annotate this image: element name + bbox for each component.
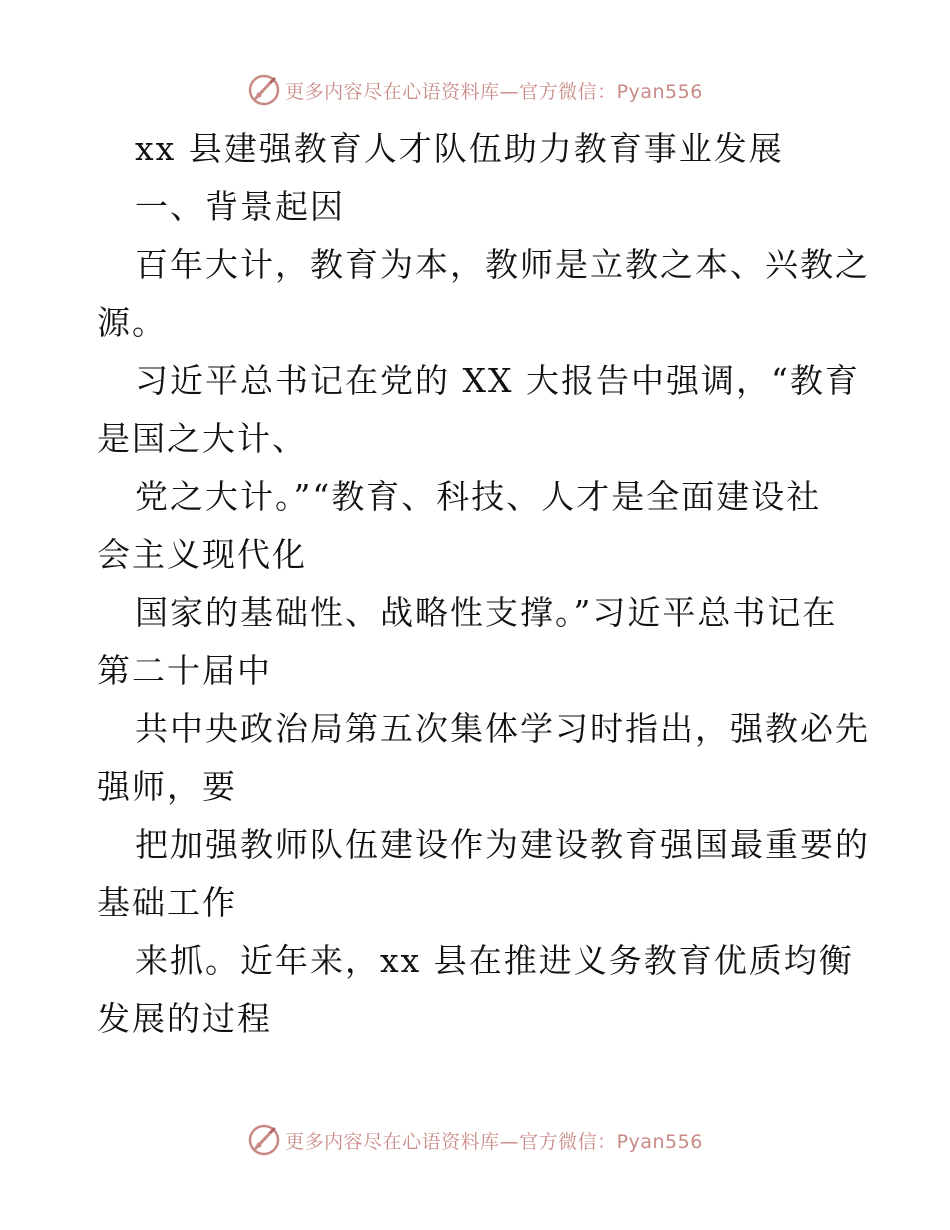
watermark-text: 更多内容尽在心语资料库—官方微信：Pyan556	[285, 1130, 703, 1153]
footer-watermark	[0, 1120, 950, 1160]
paragraph-line: 百年大计，教育为本，教师是立教之本、兴教之	[135, 245, 870, 284]
paragraph-line: 发展的过程	[97, 999, 272, 1038]
quill-logo-icon	[247, 73, 281, 107]
watermark-text: 更多内容尽在心语资料库—官方微信：Pyan556	[285, 80, 703, 103]
paragraph-line: 强师，要	[97, 767, 237, 806]
paragraph-line: 国家的基础性、战略性支撑。”习近平总书记在	[135, 593, 838, 632]
document-body	[97, 120, 870, 1048]
paragraph-line: 党之大计。”“教育、科技、人才是全面建设社	[135, 477, 822, 516]
paragraph-line: 是国之大计、	[97, 419, 307, 458]
paragraph-line: 基础工作	[97, 883, 237, 922]
paragraph-line: 源。	[97, 303, 167, 342]
paragraph-line: 来抓。近年来，xx 县在推进义务教育优质均衡	[135, 941, 854, 980]
quill-logo-icon	[247, 1123, 281, 1157]
paragraph-line: 把加强教师队伍建设作为建设教育强国最重要的	[135, 825, 870, 864]
paragraph-line: 共中央政治局第五次集体学习时指出，强教必先	[135, 709, 870, 748]
paragraph-line: 第二十届中	[97, 651, 272, 690]
header-watermark	[0, 70, 950, 110]
section-heading: 一、背景起因	[135, 187, 345, 226]
document-title: xx 县建强教育人才队伍助力教育事业发展	[135, 129, 784, 168]
paragraph-line: 习近平总书记在党的 XX 大报告中强调，“教育	[135, 361, 860, 400]
paragraph-line: 会主义现代化	[97, 535, 307, 574]
